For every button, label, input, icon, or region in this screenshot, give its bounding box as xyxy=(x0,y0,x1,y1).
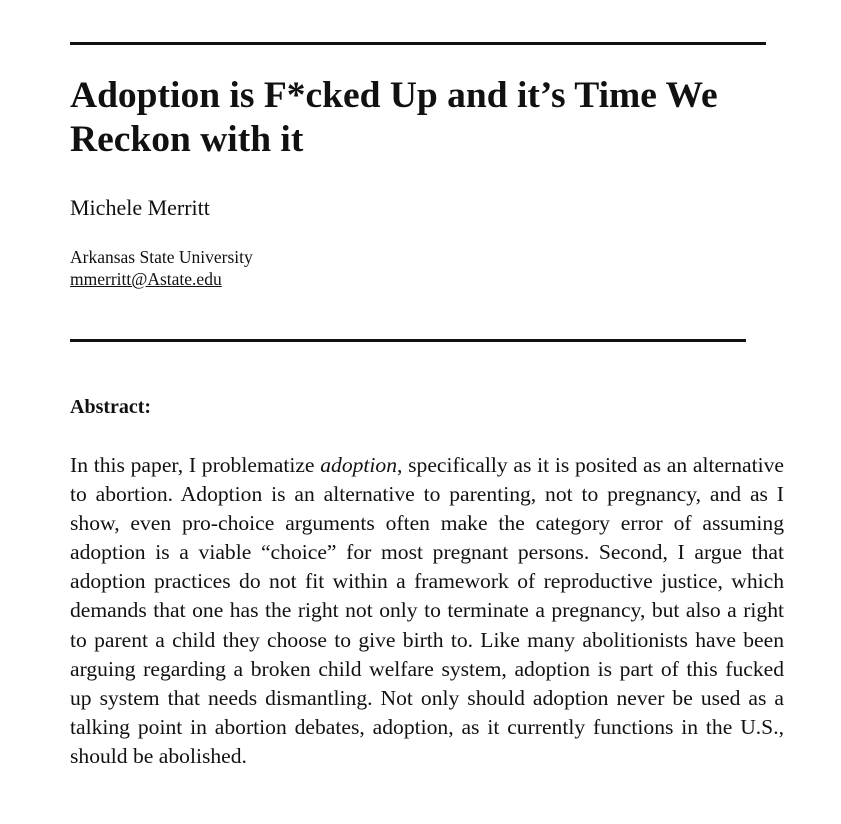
abstract-text xyxy=(70,451,784,771)
top-rule xyxy=(70,42,766,45)
abstract-part-1: In this paper, I problematize xyxy=(70,453,321,477)
affiliation-block xyxy=(70,246,253,290)
email-link[interactable]: mmerritt@Astate.edu xyxy=(70,269,222,289)
abstract-emphasis: adoption xyxy=(320,453,397,477)
affiliation: Arkansas State University xyxy=(70,247,253,267)
paper-title: Adoption is F*cked Up and it’s Time We Reckon with it xyxy=(70,75,718,160)
abstract-part-2: , specifically as it is posited as an alternative to abortion. Adoption is an alternative to parenting, not to pregnancy, and as I show, even pro-choice arguments often make the category error of assuming adoption is a viable “choice” for most pregnant persons. Second, I argue that adoption practices do not fit within a framework of reproductive justice, which demands that one has the right not only to terminate a pregnancy, but also a right to parent a child they choose to give birth to. Like many abolitionists have been arguing regarding a broken child welfare system, adoption is part of this fucked up system that needs dismantling. Not only should adoption never be used as a talking point in abortion debates, adoption, as it currently functions in the U.S., should be abolished. xyxy=(70,453,784,768)
abstract-heading: Abstract: xyxy=(70,396,152,418)
section-rule xyxy=(70,339,746,342)
author-name: Michele Merritt xyxy=(70,195,210,220)
